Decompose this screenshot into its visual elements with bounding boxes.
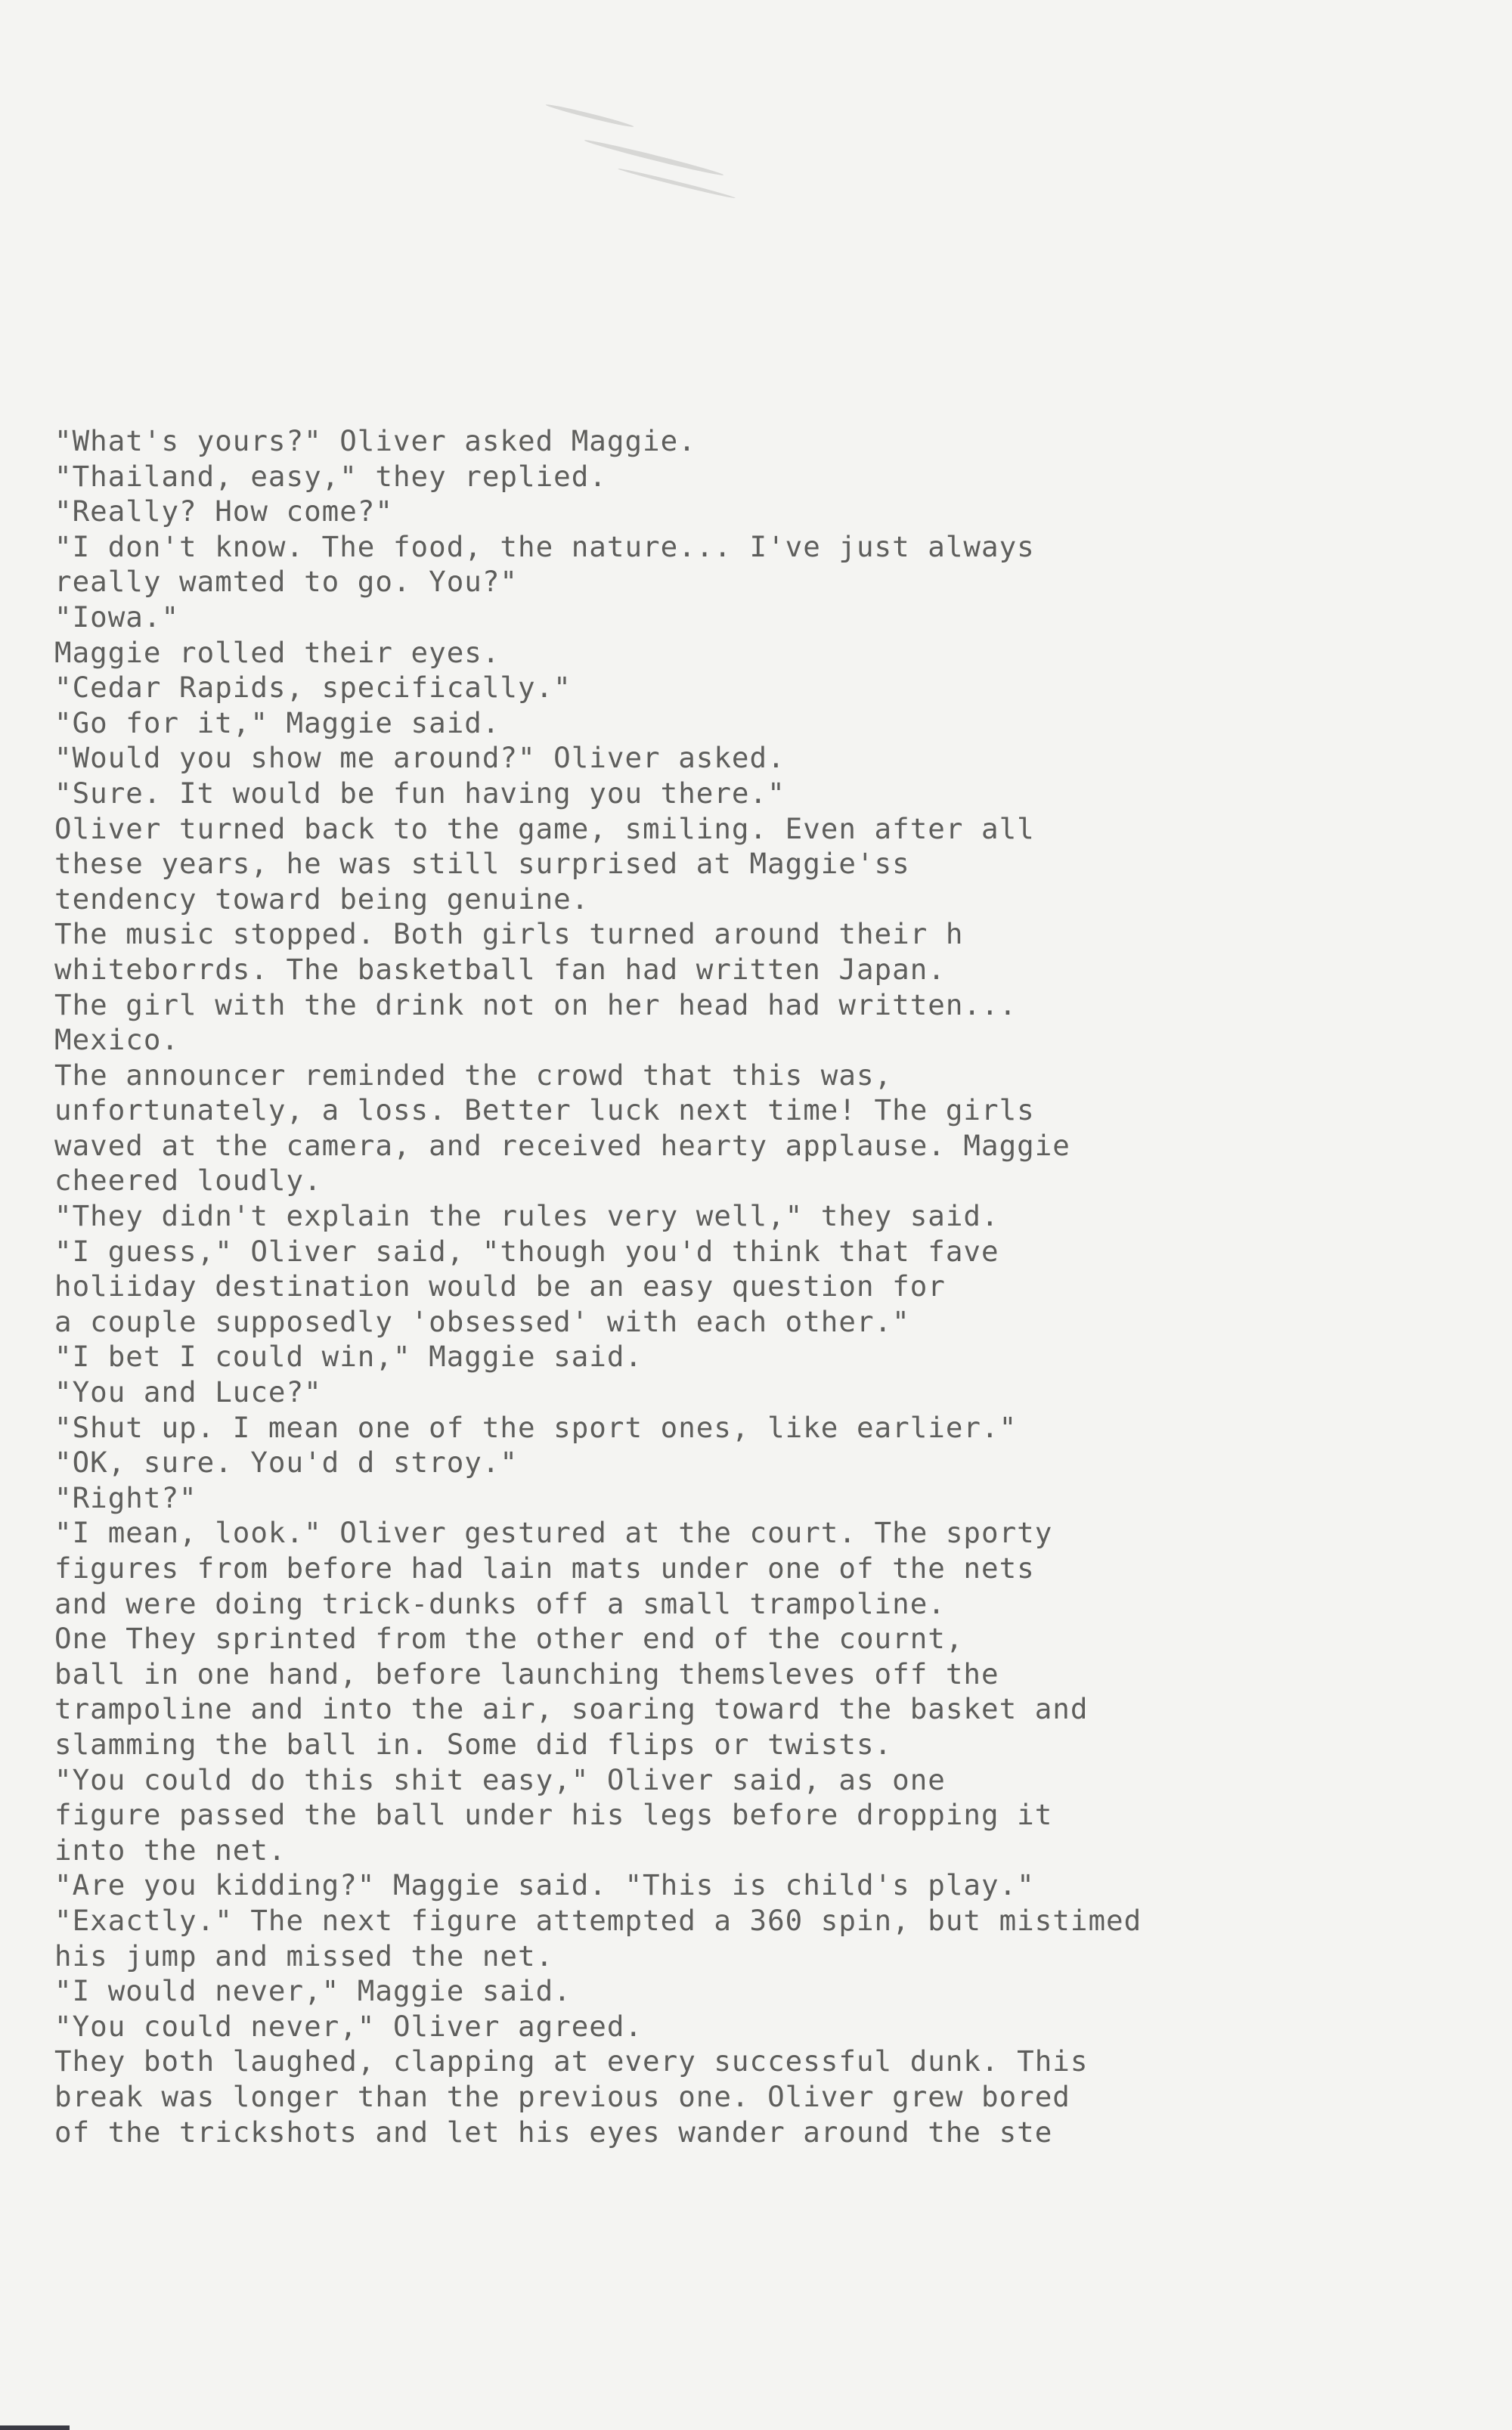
text-line: tendency toward being genuine. xyxy=(54,882,590,916)
text-line: whiteborrds. The basketball fan had written Japan. xyxy=(54,952,946,986)
page-edge-mark xyxy=(0,2425,70,2430)
text-line: "You and Luce?" xyxy=(54,1375,322,1409)
text-line: of the trickshots and let his eyes wander around the ste xyxy=(54,2115,1053,2149)
text-line: "They didn't explain the rules very well," they said. xyxy=(54,1199,999,1233)
text-line: cheered loudly. xyxy=(54,1164,322,1198)
text-line: figure passed the ball under his legs before dropping it xyxy=(54,1798,1053,1832)
text-line: "Iowa." xyxy=(54,600,180,634)
text-line: "Really? How come?" xyxy=(54,494,393,528)
text-line: holiiday destination would be an easy question for xyxy=(54,1269,946,1303)
text-line: One They sprinted from the other end of the cournt, xyxy=(54,1622,964,1656)
text-line: "I would never," Maggie said. xyxy=(54,1974,572,2008)
text-line: "What's yours?" Oliver asked Maggie. xyxy=(54,424,696,457)
text-line: "Exactly." The next figure attempted a 360 spin, but mistimed xyxy=(54,1903,1142,1937)
text-line: ball in one hand, before launching themsleves off the xyxy=(54,1657,999,1691)
text-line: these years, he was still surprised at Maggie'ss xyxy=(54,847,910,881)
text-line: unfortunately, a loss. Better luck next time! The girls xyxy=(54,1093,1035,1127)
text-line: really wamted to go. You?" xyxy=(54,565,518,599)
text-line: "I don't know. The food, the nature... I've just always xyxy=(54,529,1035,563)
text-line: figures from before had lain mats under one of the nets xyxy=(54,1551,1035,1585)
text-line: "I guess," Oliver said, "though you'd think that fave xyxy=(54,1234,999,1268)
text-line: break was longer than the previous one. Oliver grew bored xyxy=(54,2079,1070,2113)
text-line: slamming the ball in. Some did flips or twists. xyxy=(54,1727,893,1761)
text-line: "OK, sure. You'd d stroy." xyxy=(54,1446,518,1480)
text-line: "Shut up. I mean one of the sport ones, like earlier." xyxy=(54,1410,1018,1444)
text-line: trampoline and into the air, soaring toward the basket and xyxy=(54,1692,1089,1726)
text-line: waved at the camera, and received hearty applause. Maggie xyxy=(54,1128,1070,1162)
text-line: "Right?" xyxy=(54,1480,197,1514)
text-line: The girl with the drink not on her head had written... xyxy=(54,987,1018,1021)
text-line: into the net. xyxy=(54,1833,287,1867)
text-line: "I bet I could win," Maggie said. xyxy=(54,1340,643,1374)
text-line: "Thailand, easy," they replied. xyxy=(54,459,607,493)
text-line: "You could never," Oliver agreed. xyxy=(54,2009,643,2043)
text-line: a couple supposedly 'obsessed' with each other." xyxy=(54,1304,910,1338)
text-line: "You could do this shit easy," Oliver said, as one xyxy=(54,1762,946,1796)
text-line: "Go for it," Maggie said. xyxy=(54,705,500,739)
ink-smudge-mark xyxy=(584,138,724,178)
typewritten-text-body xyxy=(54,423,1491,2149)
text-line: Maggie rolled their eyes. xyxy=(54,635,500,669)
text-line: "Are you kidding?" Maggie said. "This is child's play." xyxy=(54,1868,1035,1902)
text-line: The announcer reminded the crowd that this was, xyxy=(54,1058,893,1092)
text-line: The music stopped. Both girls turned around their h xyxy=(54,917,964,951)
text-line: "Cedar Rapids, specifically." xyxy=(54,671,572,705)
text-line: "Would you show me around?" Oliver asked. xyxy=(54,741,785,775)
text-line: Mexico. xyxy=(54,1023,180,1057)
text-line: and were doing trick-dunks off a small trampoline. xyxy=(54,1586,946,1620)
text-line: Oliver turned back to the game, smiling. Even after all xyxy=(54,811,1035,845)
text-line: "Sure. It would be fun having you there." xyxy=(54,776,785,810)
ink-smudge-mark xyxy=(545,103,634,129)
text-line: They both laughed, clapping at every successful dunk. This xyxy=(54,2044,1089,2078)
text-line: his jump and missed the net. xyxy=(54,1939,554,1973)
text-line: "I mean, look." Oliver gestured at the court. The sporty xyxy=(54,1516,1053,1550)
